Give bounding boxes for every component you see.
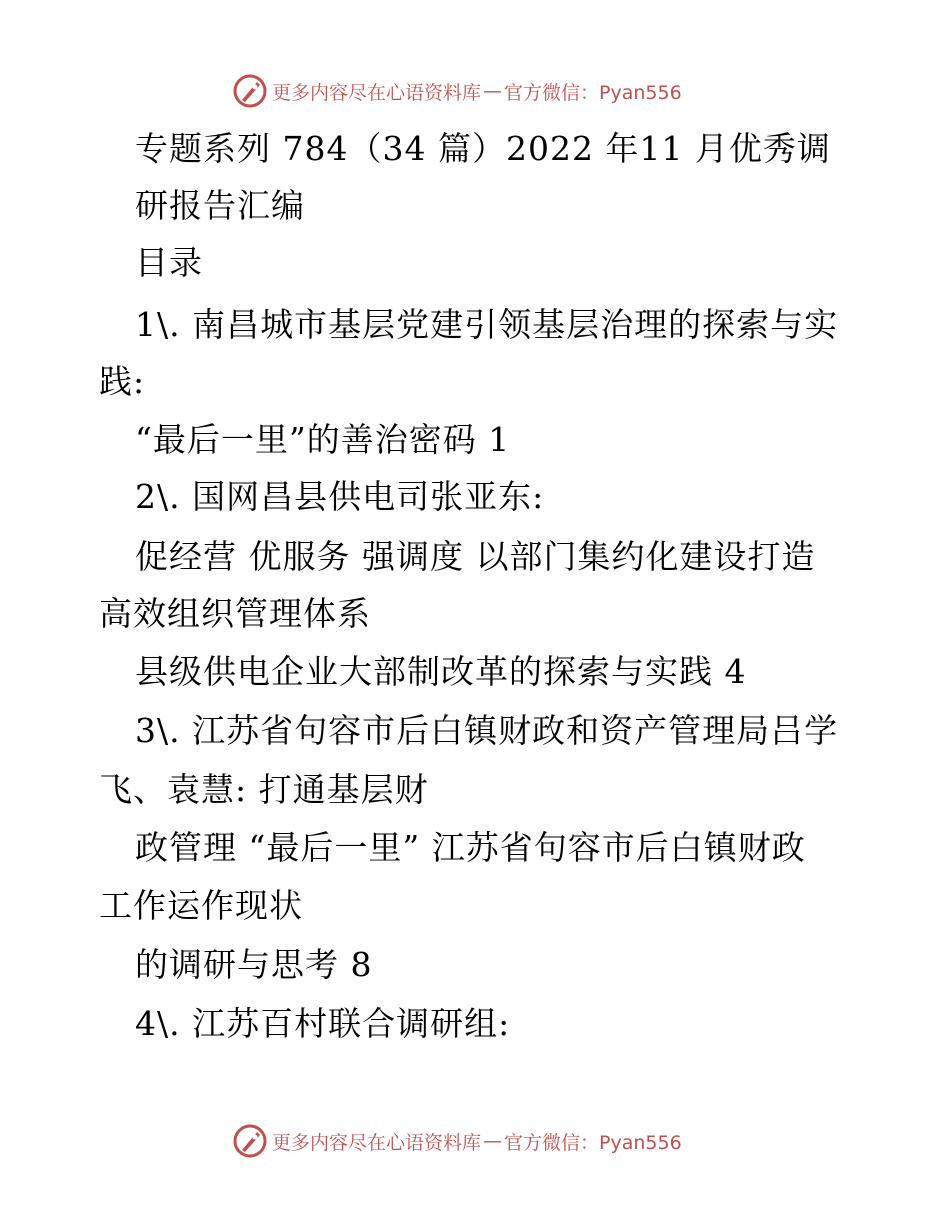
watermark-separator: — (483, 1130, 503, 1152)
toc-entry-1-line-2: 践: (99, 362, 146, 401)
doc-title-line-2: 研报告汇编 (135, 186, 305, 225)
toc-entry-4-line-1: 4\. 江苏百村联合调研组: (135, 1004, 511, 1043)
watermark-text: 更多内容尽在心语资料库 (272, 81, 482, 104)
doc-title-line-1: 专题系列 784（34 篇）2022 年11 月优秀调 (135, 129, 831, 168)
toc-entry-2-line-4: 县级供电企业大部制改革的探索与实践 4 (135, 652, 747, 691)
watermark-separator: — (483, 80, 503, 102)
toc-entry-3-line-1: 3\. 江苏省句容市后白镇财政和资产管理局吕学 (135, 711, 839, 750)
toc-entry-3-line-5: 的调研与思考 8 (135, 945, 373, 984)
toc-heading: 目录 (135, 243, 203, 282)
header-watermark (232, 71, 682, 111)
watermark-text: 更多内容尽在心语资料库 (272, 1131, 482, 1154)
toc-entry-3-line-3: 政管理 “最后一里” 江苏省句容市后白镇财政 (135, 828, 806, 867)
footer-watermark (232, 1121, 682, 1161)
quill-logo-icon (232, 1123, 268, 1159)
quill-logo-icon (232, 73, 268, 109)
toc-entry-3-line-2: 飞、袁慧: 打通基层财 (99, 770, 429, 809)
watermark-contact: 官方微信：Pyan556 (504, 81, 682, 104)
toc-entry-1-line-3: “最后一里”的善治密码 1 (135, 420, 511, 459)
toc-entry-3-line-4: 工作运作现状 (99, 886, 303, 925)
toc-entry-2-line-1: 2\. 国网昌县供电司张亚东: (135, 477, 545, 516)
toc-entry-2-line-2: 促经营 优服务 强调度 以部门集约化建设打造 (135, 537, 816, 576)
toc-entry-2-line-3: 高效组织管理体系 (99, 594, 371, 633)
watermark-contact: 官方微信：Pyan556 (504, 1131, 682, 1154)
toc-entry-1-line-1: 1\. 南昌城市基层党建引领基层治理的探索与实 (135, 305, 839, 344)
